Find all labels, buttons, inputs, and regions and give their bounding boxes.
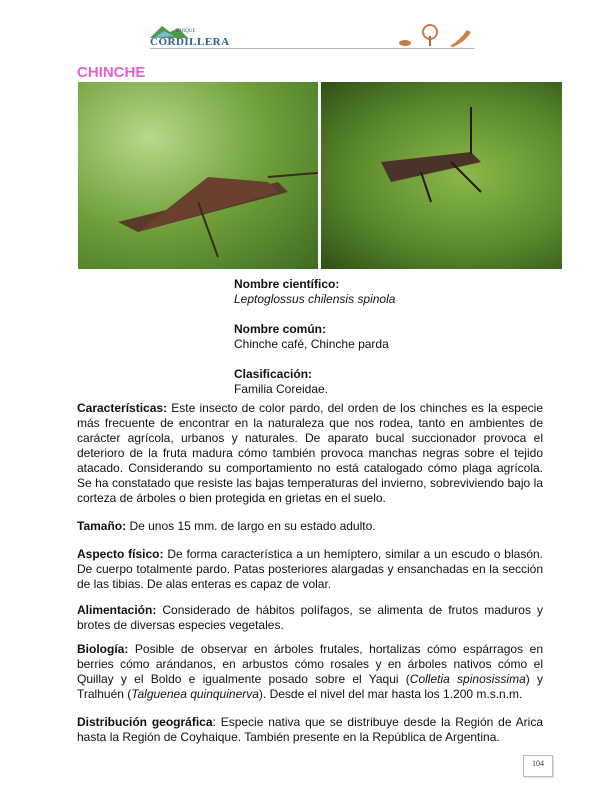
scientific-name-label: Nombre científico:: [234, 277, 340, 291]
section-caracteristicas: [77, 401, 543, 506]
logo-small-text: PARQUE: [176, 29, 196, 34]
species-name: Talguenea quinquinerva: [131, 687, 259, 701]
page-title: CHINCHE: [77, 64, 146, 81]
section-label: Características:: [77, 401, 168, 415]
page-number: 104: [523, 755, 553, 777]
header-divider: [150, 48, 475, 49]
section-text: De unos 15 mm. de largo en su estado adulto.: [126, 519, 376, 533]
species-name: Colletia spinosissima: [409, 672, 526, 686]
common-name-label: Nombre común:: [234, 322, 327, 336]
section-distribucion: [77, 715, 543, 745]
section-text: De forma característica a un hemíptero, similar a un escudo o blasón. De cuerpo totalmente pardo. Patas posteriores alargadas y ensanchadas en la sección de las tibias. De alas enteras es capaz de volar.: [77, 547, 543, 591]
section-label: Biología:: [77, 642, 129, 656]
section-text: Considerado de hábitos polífagos, se alimenta de frutos maduros y brotes de diversas especies vegetales.: [77, 603, 543, 632]
section-text: ) y Tralhuén (: [77, 672, 543, 701]
section-label: Tamaño:: [77, 519, 127, 533]
classification-value: Familia Coreidae.: [234, 382, 329, 396]
common-name-value: Chinche café, Chinche parda: [234, 337, 389, 351]
species-info: [234, 277, 395, 397]
classification-label: Clasificación:: [234, 367, 313, 381]
section-text: Posible de observar en árboles frutales, hortalizas cómo espárragos en berries cómo arándanos, en arbustos cómo rosales y en árboles nativos cómo el Quillay y el Boldo e igualmente posado sobre el Yaqui (: [77, 642, 543, 686]
section-label: Distribución geográfica: [77, 715, 213, 729]
section-text: ). Desde el nivel del mar hasta los 1.200 m.s.n.m.: [258, 687, 523, 701]
section-aspecto: [77, 547, 543, 592]
section-biologia: [77, 642, 543, 702]
scientific-name-value: Leptoglossus chilensis spinola: [234, 292, 396, 306]
insect-photo-on-nettle: [78, 82, 318, 269]
section-tamano: [77, 519, 543, 534]
section-label: Alimentación:: [77, 603, 157, 617]
section-text: : Especie nativa que se distribuye desde la Región de Arica hasta la Región de Coyhaique. También presente en la República de Argentina.: [77, 715, 544, 744]
section-alimentacion: [77, 603, 543, 633]
insect-photo-on-leaf: [321, 82, 562, 269]
logo-text: CORDILLERA: [150, 36, 230, 48]
fauna-tree-decoration-icon: [395, 22, 475, 48]
section-text: Este insecto de color pardo, del orden de los chinches es la especie más frecuente de encontrar en la naturaleza que nos rodea, tanto en ambientes de carácter agrícola, urbanos y naturales. De aparato bucal succionador provoca el deterioro de la fruta madura cómo también provoca manchas negras sobre el tejido atacado. Considerando su comportamiento no está catalogado cómo plaga agrícola. Se ha constatado que resiste las bajas temperaturas del invierno, sobreviviendo bajo la corteza de árboles o bien protegida en grietas en el suelo.: [77, 401, 543, 505]
section-label: Aspecto físico:: [77, 547, 164, 561]
